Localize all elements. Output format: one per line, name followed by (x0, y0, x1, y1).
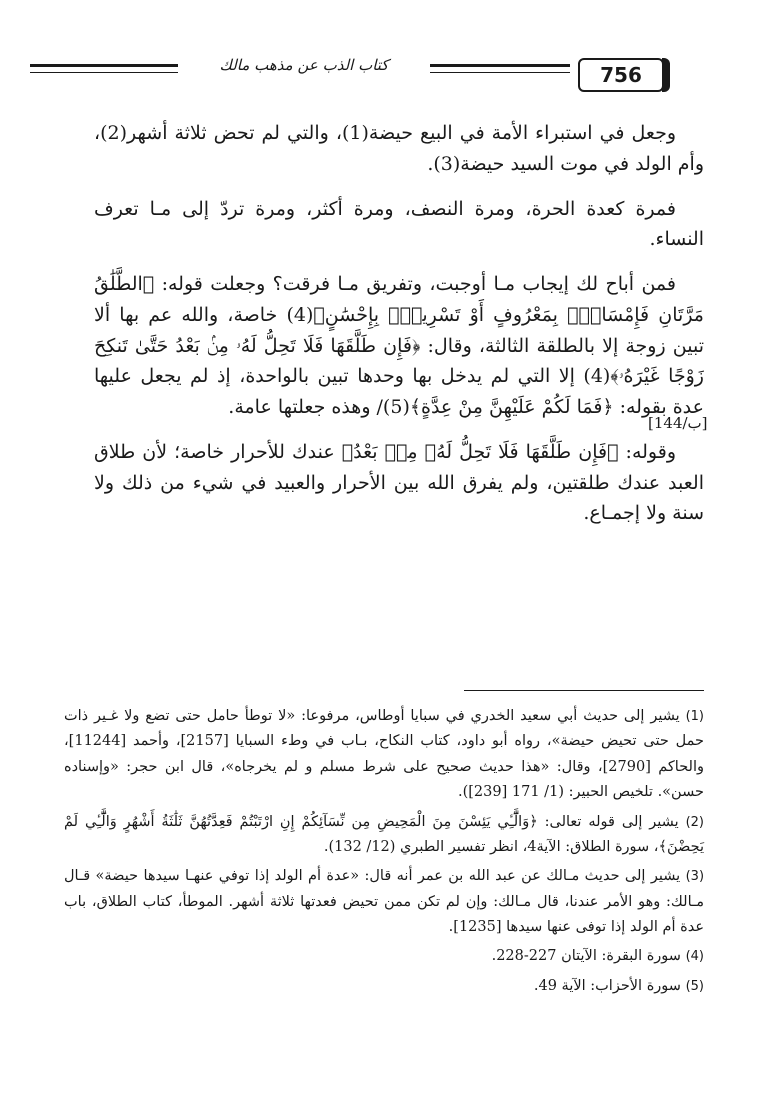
paragraph: وقوله: ﴿فَإِن طَلَّقَهَا فَلَا تَحِلُّ لَهُۥ مِنۢ بَعْدُ﴾ عندك للأحرار خاصة؛ لأن طلاق العبد عندك طلقتين، ولم يفرق الله بين الأحرار والعبيد في شيء من ذلك ولا سنة ولا إجمـاع. (94, 440, 704, 525)
page-number-tab (662, 58, 670, 92)
footnote-number: (3) (685, 869, 705, 885)
book-title: كتاب الذب عن مذهب مالك (178, 56, 430, 74)
paragraph: فمرة كعدة الحرة، ومرة النصف، ومرة أكثر، ومرة تردّ إلى مـا تعرف النساء. (94, 197, 704, 251)
footnote-text: يشير إلى قوله تعالى: ﴿وَالَّٰٓـِٔي يَئِسْنَ مِنَ الْمَحِيضِ مِن نِّسَآئِكُمْ إِنِ ارْتَبْتُمْ فَعِدَّتُهُنَّ ثَلَٰثَةُ أَشْهُرٍ وَالَّٰٓـِٔي لَمْ يَحِضْنَ﴾، سورة الطلاق: الآية4، انظر تفسير الطبري (12/ 132). (64, 813, 704, 855)
footnote-number: (5) (685, 978, 704, 994)
page-number-text: 756 (600, 63, 642, 87)
main-body (94, 118, 704, 543)
footnote (64, 864, 704, 940)
footnote (64, 704, 704, 806)
footnote-text: يشير إلى حديث مـالك عن عبد الله بن عمر أنه قال: «عدة أم الولد إذا توفي عنهـا سيدها حيضة» قـال مـالك: وهو الأمر عندنا، قال مـالك: وإن لم تكن ممن تحيض فعدتها ثلاثة أشهر. الموطأ، كتاب الطلاق، باب عدة أم الولد إذا توفى عنها سيدها [1235]. (64, 868, 704, 935)
footnote-number: (2) (685, 814, 704, 830)
page-number (578, 58, 664, 92)
footnote-separator (464, 690, 704, 691)
footnote (64, 810, 704, 861)
footnote-number: (4) (685, 949, 704, 965)
footnote-number: (1) (685, 709, 704, 724)
footnote-text: سورة الأحزاب: الآية 49. (533, 977, 681, 994)
paragraph: وجعل في استبراء الأمة في البيع حيضة(1)، والتي لم تحض ثلاثة أشهر(2)، وأم الولد في موت السيد حيضة(3). (94, 122, 704, 175)
running-header (30, 54, 716, 94)
footnote (64, 944, 704, 969)
footnote-text: سورة البقرة: الآيتان 227-228. (491, 948, 681, 965)
footnotes (64, 704, 704, 1003)
footnote (64, 974, 704, 999)
paragraph: فمن أباح لك إيجاب مـا أوجبت، وتفريق مـا فرقت؟ وجعلت قوله: ﴿الطَّلَٰقُ مَرَّتَانِ فَإِمْسَاكُۢ بِمَعْرُوفٍ أَوْ تَسْرِيحُۢ بِإِحْسَٰنٍ﴾(4) خاصة، والله عم بها ألا تبين زوجة إلا بالطلقة الثالثة، وقال: ﴿فَإِن طَلَّقَهَا فَلَا تَحِلُّ لَهُۥ مِنۢ بَعْدُ حَتَّىٰ تَنكِحَ زَوْجًا غَيْرَهُۥ﴾(4) إلا التي لم يدخل بها وحدها تبين بالواحدة، إذ لم يجعل عليها عدة بقوله: ﴿فَمَا لَكُمْ عَلَيْهِنَّ مِنْ عِدَّةٍ﴾(5)/ وهذه جعلتها عامة. (94, 273, 704, 419)
footnote-text: يشير إلى حديث أبي سعيد الخدري في سبايا أوطاس، مرفوعا: «لا توطأ حامل حتى تضع ولا غـير ذات حمل حتى تحيض حيضة»، رواه أبو داود، كتاب النكاح، بـاب في وطء السبايا [2157]، وأحمد [11244]، والحاكم [2790]، وقال: «هذا حديث صحيح على شرط مسلم و لم يخرجاه»، قال ابن حجر: «وإسناده حسن». تلخيص الحبير: (1/ 171 [239]). (64, 708, 705, 801)
margin-manuscript-reference: [144/ب] (648, 414, 708, 432)
